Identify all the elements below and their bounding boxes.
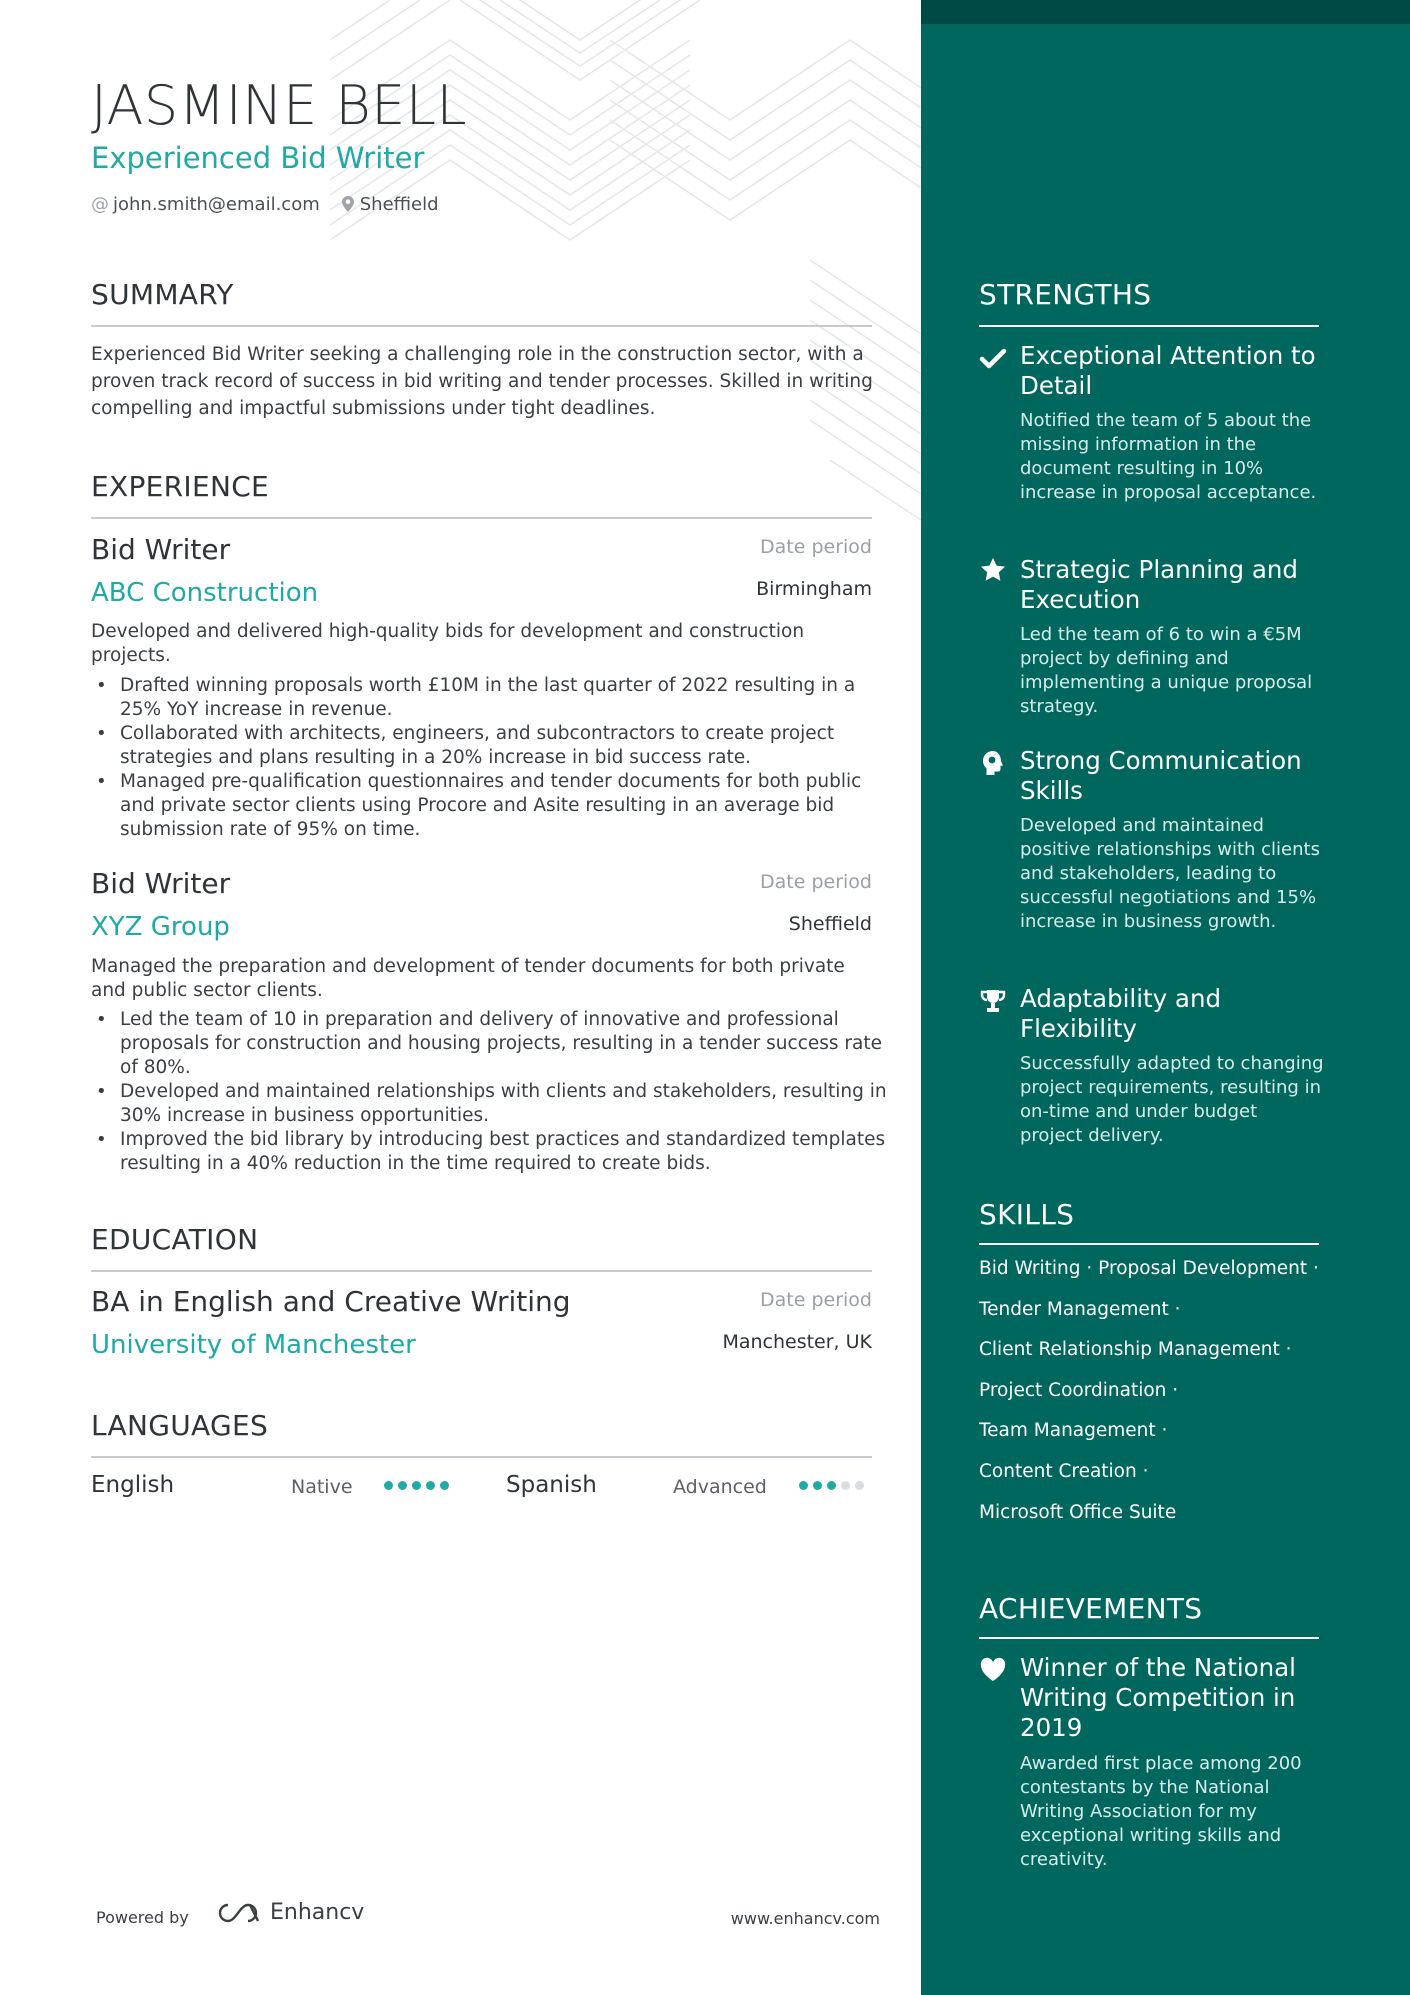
skill-line: Client Relationship Management · <box>979 1339 1292 1361</box>
proficiency-dot-empty <box>855 1481 864 1490</box>
experience-title: EXPERIENCE <box>91 470 270 503</box>
language-name: English <box>91 1472 175 1498</box>
job-company: XYZ Group <box>91 912 230 942</box>
head-bubble-icon <box>979 749 1007 777</box>
proficiency-dot-filled <box>384 1481 393 1490</box>
skill-line: Tender Management · <box>979 1298 1181 1320</box>
list-item: • Collaborated with architects, engineers, and subcontractors to create project strategies and plans resulting in a 20% increase in bid success rate. <box>120 722 890 770</box>
strength-text: Developed and maintained positive relationships with clients and stakeholders, leading to successful negotiations and 15% increase in business growth. <box>1020 815 1320 932</box>
education-date: Date period <box>760 1289 872 1311</box>
job-description: Managed the preparation and development of tender documents for both private and public sector clients. <box>91 956 845 1001</box>
trophy-icon <box>979 987 1007 1015</box>
summary-text: Experienced Bid Writer seeking a challenging role in the construction sector, with a proven track record of success in bid writing and tender processes. Skilled in writing compelling and impactful submissions under tight deadlines. <box>91 344 873 419</box>
proficiency-dot-filled <box>412 1481 421 1490</box>
skill-line: Team Management · <box>979 1420 1168 1442</box>
languages-divider <box>91 1456 872 1458</box>
achievements-title: ACHIEVEMENTS <box>979 1592 1203 1625</box>
email-text: john.smith@email.com <box>113 194 320 215</box>
proficiency-dot-filled <box>799 1481 808 1490</box>
list-item: • Improved the bid library by introducing best practices and standardized templates resulting in a 40% reduction in the time required to create bids. <box>120 1128 890 1176</box>
skill-line: Microsoft Office Suite <box>979 1501 1177 1523</box>
achievement-text: Awarded first place among 200 contestants by the National Writing Association for my exceptional writing skills and creativity. <box>1020 1753 1302 1870</box>
location-pin-icon <box>342 196 354 212</box>
strengths-divider <box>979 325 1319 327</box>
email-item[interactable] <box>91 194 320 215</box>
proficiency-dot-filled <box>398 1481 407 1490</box>
job-bullets <box>91 1008 890 1176</box>
experience-divider <box>91 517 872 519</box>
location-item <box>342 194 439 215</box>
strength-title: Strong Communication Skills <box>1020 746 1302 805</box>
languages-title: LANGUAGES <box>91 1409 269 1442</box>
job-title: Bid Writer <box>91 533 231 566</box>
enhancv-brand: Enhancv <box>270 1900 365 1925</box>
skills-divider <box>979 1243 1319 1245</box>
education-title: EDUCATION <box>91 1223 259 1256</box>
skill-line: Content Creation · <box>979 1460 1149 1482</box>
star-icon <box>979 556 1007 584</box>
list-item: • Managed pre-qualification questionnaires and tender documents for both public and private sector clients using Procore and Asite resulting in an average bid submission rate of 95% on time. <box>120 770 890 842</box>
job-date: Date period <box>760 536 872 558</box>
proficiency-dot-empty <box>841 1481 850 1490</box>
job-location: Sheffield <box>788 913 872 935</box>
achievement-title: Winner of the National Writing Competition in 2019 <box>1020 1653 1296 1742</box>
list-item: • Developed and maintained relationships with clients and stakeholders, resulting in 30% increase in business opportunities. <box>120 1080 890 1128</box>
proficiency-dot-filled <box>440 1481 449 1490</box>
job-title: Bid Writer <box>91 867 231 900</box>
education-location: Manchester, UK <box>722 1331 872 1353</box>
job-date: Date period <box>760 871 872 893</box>
education-divider <box>91 1270 872 1272</box>
strength-title: Exceptional Attention to Detail <box>1020 341 1316 400</box>
job-description: Developed and delivered high-quality bids for development and construction projects. <box>91 621 805 666</box>
school-name: University of Manchester <box>91 1330 416 1360</box>
proficiency-dot-filled <box>827 1481 836 1490</box>
at-icon: @ <box>91 194 109 215</box>
powered-by-label: Powered by <box>96 1908 189 1927</box>
language-proficiency-dots <box>384 1481 449 1490</box>
summary-title: SUMMARY <box>91 278 234 311</box>
achievements-divider <box>979 1637 1319 1639</box>
footer-url[interactable]: www.enhancv.com <box>730 1909 880 1928</box>
strength-text: Led the team of 6 to win a €5M project by defining and implementing a unique proposal strategy. <box>1020 624 1313 717</box>
skill-line: Bid Writing · Proposal Development · <box>979 1258 1319 1279</box>
language-level: Native <box>291 1476 353 1498</box>
contact-row <box>91 194 439 215</box>
strength-text: Notified the team of 5 about the missing information in the document resulting in 10% increase in proposal acceptance. <box>1020 410 1317 503</box>
list-item: • Drafted winning proposals worth £10M in the last quarter of 2022 resulting in a 25% YoY increase in revenue. <box>120 674 890 722</box>
proficiency-dot-filled <box>426 1481 435 1490</box>
language-name: Spanish <box>506 1472 597 1498</box>
candidate-name: JASMINE BELL <box>91 74 468 137</box>
skill-line: Project Coordination · <box>979 1379 1179 1401</box>
job-company: ABC Construction <box>91 578 319 608</box>
check-icon <box>979 345 1007 373</box>
enhancv-logo[interactable] <box>214 1900 364 1925</box>
language-level: Advanced <box>673 1476 767 1498</box>
skills-list <box>979 1258 1324 1542</box>
job-location: Birmingham <box>756 578 872 600</box>
sidebar-top-band <box>921 0 1410 24</box>
enhancv-logo-icon <box>214 1901 262 1925</box>
location-text: Sheffield <box>359 194 439 215</box>
candidate-role: Experienced Bid Writer <box>91 141 425 175</box>
strength-title: Adaptability and Flexibility <box>1020 984 1222 1043</box>
strength-text: Successfully adapted to changing project requirements, resulting in on-time and under budget project delivery. <box>1020 1053 1324 1146</box>
degree-title: BA in English and Creative Writing <box>91 1285 571 1318</box>
heart-icon <box>979 1656 1007 1684</box>
list-item: • Led the team of 10 in preparation and delivery of innovative and professional proposals for construction and housing projects, resulting in a tender success rate of 80%. <box>120 1008 890 1080</box>
summary-divider <box>91 325 872 327</box>
job-bullets <box>91 674 890 842</box>
skills-title: SKILLS <box>979 1198 1075 1231</box>
strengths-title: STRENGTHS <box>979 278 1152 311</box>
proficiency-dot-filled <box>813 1481 822 1490</box>
strength-title: Strategic Planning and Execution <box>1020 555 1298 614</box>
language-proficiency-dots <box>799 1481 864 1490</box>
